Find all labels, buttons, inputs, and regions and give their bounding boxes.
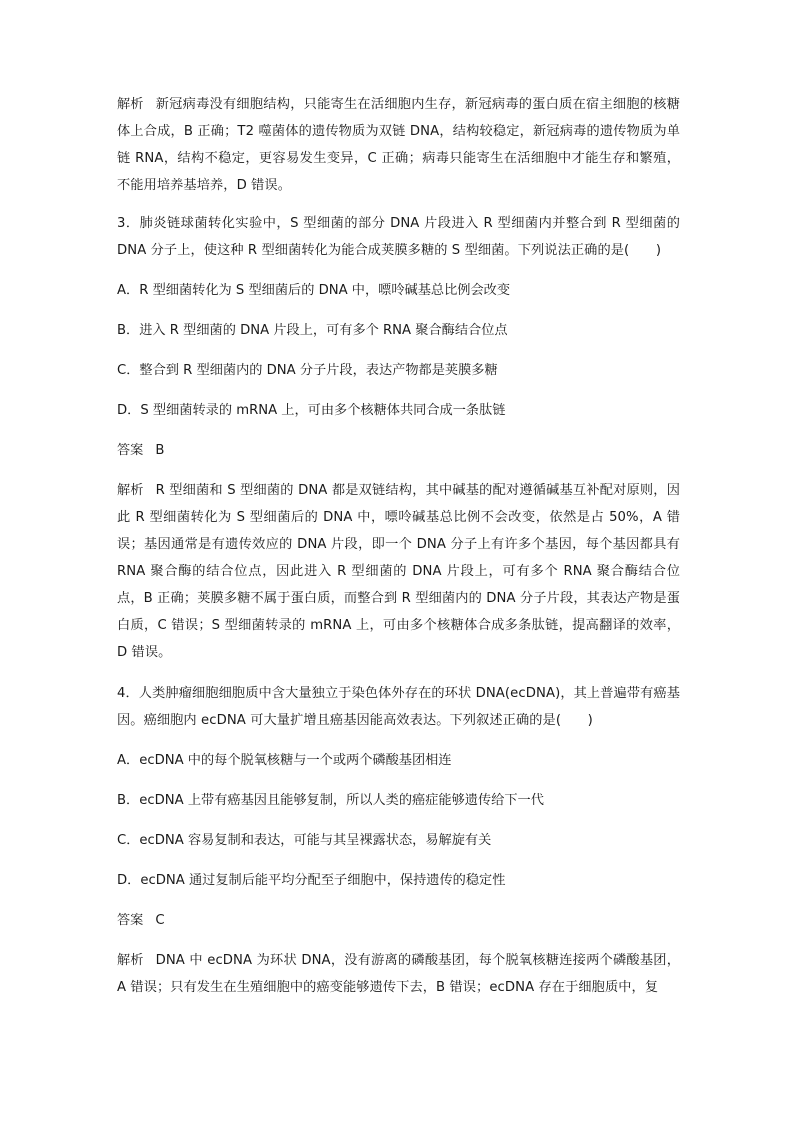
analysis-label: 解析: [117, 483, 144, 498]
analysis-paragraph-q2: [117, 91, 680, 199]
question-option-c: C．ecDNA 容易复制和表达，可能与其呈裸露状态，易解旋有关: [117, 833, 492, 848]
answer-line-q3: [117, 437, 680, 464]
question-option-b: B．进入 R 型细菌的 DNA 片段上，可有多个 RNA 聚合酶结合位点: [117, 323, 508, 338]
analysis-text: DNA 中 ecDNA 为环状 DNA，没有游离的磷酸基团，每个脱氧核糖连接两个磷酸基团，A 错误；只有发生在生殖细胞中的癌变能够遗传下去，B 错误；ecDNA 存在于细胞质中，复: [117, 953, 680, 995]
question-option-b: B．ecDNA 上带有癌基因且能够复制，所以人类的癌症能够遗传给下一代: [117, 793, 544, 808]
analysis-paragraph-q4: [117, 947, 680, 1001]
question-option-a: A．ecDNA 中的每个脱氧核糖与一个或两个磷酸基团相连: [117, 753, 452, 768]
answer-label: 答案: [117, 913, 144, 928]
analysis-label: 解析: [117, 953, 144, 968]
question-stem-q3: 3．肺炎链球菌转化实验中，S 型细菌的部分 DNA 片段进入 R 型细菌内并整合到 R 型细菌的 DNA 分子上，使这种 R 型细菌转化为能合成荚膜多糖的 S 型细菌。下列说法正确的是( ): [117, 216, 680, 258]
answer-line-q4: [117, 907, 680, 934]
question-option-a: A．R 型细菌转化为 S 型细菌后的 DNA 中，嘌呤碱基总比例会改变: [117, 283, 511, 298]
analysis-text: 新冠病毒没有细胞结构，只能寄生在活细胞内生存，新冠病毒的蛋白质在宿主细胞的核糖体上合成，B 正确；T2 噬菌体的遗传物质为双链 DNA，结构较稳定，新冠病毒的遗传物质为单链 RNA，结构不稳定，更容易发生变异，C 正确；病毒只能寄生在活细胞中才能生存和繁殖，不能用培养基培养，D 错误。: [117, 97, 680, 193]
analysis-label: 解析: [117, 97, 144, 112]
question-stem-q4: 4．人类肿瘤细胞细胞质中含大量独立于染色体外存在的环状 DNA(ecDNA)，其上普遍带有癌基因。癌细胞内 ecDNA 可大量扩增且癌基因能高效表达。下列叙述正确的是( ): [117, 686, 680, 728]
question-option-d: D．ecDNA 通过复制后能平均分配至子细胞中，保持遗传的稳定性: [117, 873, 506, 888]
question-option-d: D．S 型细菌转录的 mRNA 上，可由多个核糖体共同合成一条肽链: [117, 403, 506, 418]
document-page: [117, 91, 680, 1001]
analysis-text: R 型细菌和 S 型细菌的 DNA 都是双链结构，其中碱基的配对遵循碱基互补配对原则，因此 R 型细菌转化为 S 型细菌后的 DNA 中，嘌呤碱基总比例不会改变，依然是占 50%，A 错误；基因通常是有遗传效应的 DNA 片段，即一个 DNA 分子上有许多个基因，每个基因都具有 RNA 聚合酶的结合位点，因此进入 R 型细菌的 DNA 片段上，可有多个 RNA 聚合酶结合位点，B 正确；荚膜多糖不属于蛋白质，而整合到 R 型细菌内的 DNA 分子片段，其表达产物是蛋白质，C 错误；S 型细菌转录的 mRNA 上，可由多个核糖体合成多条肽链，提高翻译的效率，D 错误。: [117, 483, 680, 660]
analysis-paragraph-q3: [117, 477, 680, 666]
question-option-c: C．整合到 R 型细菌内的 DNA 分子片段，表达产物都是荚膜多糖: [117, 363, 498, 378]
answer-value: B: [155, 443, 165, 458]
answer-label: 答案: [117, 443, 144, 458]
answer-value: C: [155, 913, 165, 928]
